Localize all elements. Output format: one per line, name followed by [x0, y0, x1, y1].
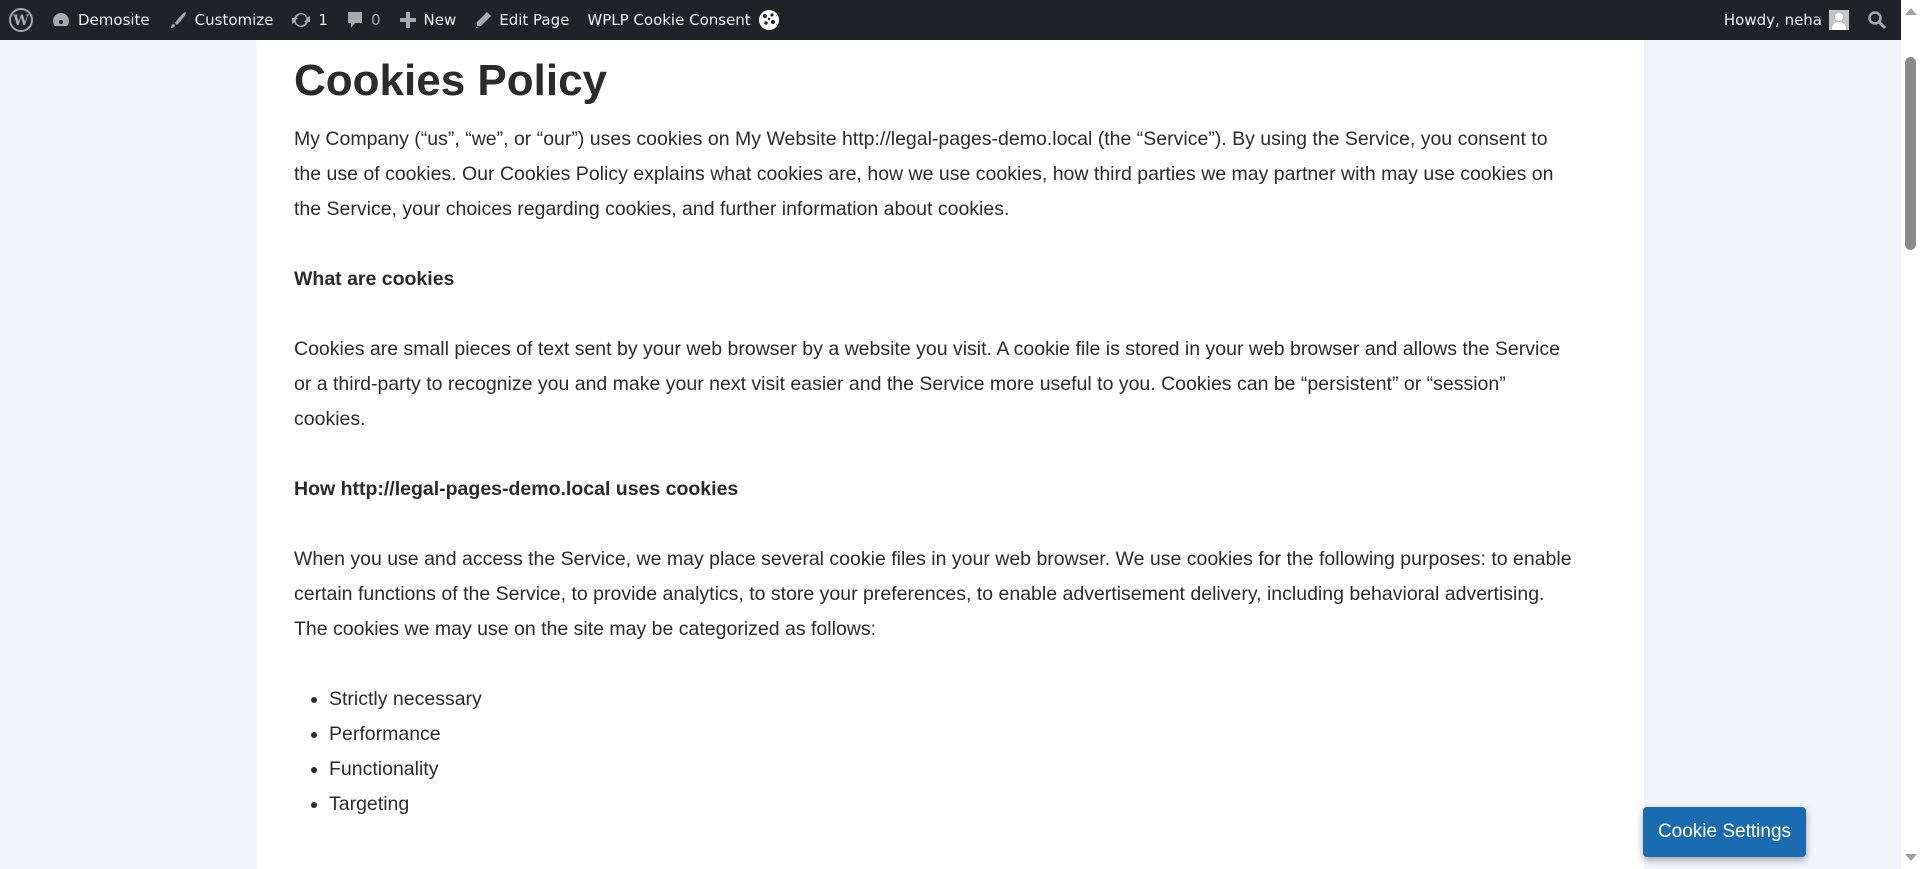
wordpress-logo-button[interactable] [0, 0, 42, 40]
howdy-label: Howdy, neha [1723, 11, 1822, 29]
text-line: or a third-party to recognize you and make your next visit easier and the Service more useful to you. Cookies can be “persistent” or “session” [294, 373, 1506, 395]
cookie-category-list [294, 682, 1634, 822]
edit-page-button[interactable] [465, 0, 578, 40]
usage-paragraph [294, 542, 1634, 647]
comment-icon [346, 10, 364, 30]
page-title: Cookies Policy [294, 56, 608, 105]
svg-text:W: W [13, 13, 29, 29]
brush-icon [168, 10, 188, 30]
list-item: • Strictly necessary [329, 682, 1634, 717]
updates-count: 1 [318, 11, 328, 29]
cookie-consent-label: WPLP Cookie Consent [587, 11, 751, 29]
plus-icon [399, 11, 417, 29]
updates-button[interactable] [282, 0, 337, 40]
text-line: certain functions of the Service, to provide analytics, to store your preferences, to enable advertisement delivery, including behavioral advertising. [294, 583, 1545, 605]
text-line: My Company (“us”, “we”, or “our”) uses cookies on My Website http://legal-pages-demo.local (the “Service”). By using the Service, you consent to [294, 128, 1548, 150]
cookie-settings-button[interactable]: Cookie Settings [1643, 807, 1806, 857]
text-line: When you use and access the Service, we may place several cookie files in your web browser. We use cookies for the following purposes: to enable [294, 548, 1572, 570]
comments-button[interactable] [337, 0, 390, 40]
admin-bar [0, 0, 1901, 40]
scrollbar-thumb[interactable] [1905, 57, 1916, 250]
new-label: New [423, 11, 457, 29]
avatar [1829, 10, 1849, 30]
text-line: the Service, your choices regarding cookies, and further information about cookies. [294, 198, 1010, 220]
site-name-menu[interactable] [42, 0, 159, 40]
intro-paragraph [294, 122, 1634, 227]
site-name: Demosite [78, 11, 150, 29]
cookies-paragraph [294, 332, 1634, 437]
search-button[interactable] [1858, 0, 1901, 40]
scroll-down-arrow-icon[interactable] [1905, 854, 1917, 861]
list-item: • Functionality [329, 752, 1634, 787]
updates-icon [291, 10, 311, 30]
text-line: the use of cookies. Our Cookies Policy explains what cookies are, how we use cookies, how third parties we may partner with may use cookies on [294, 163, 1554, 185]
list-item: • Performance [329, 717, 1634, 752]
pencil-icon [474, 11, 492, 29]
cookie-consent-menu[interactable] [578, 0, 788, 40]
new-content-button[interactable] [390, 0, 466, 40]
section-heading: What are cookies [294, 268, 455, 290]
cookie-icon [758, 9, 780, 31]
list-item: • Targeting [329, 787, 1634, 822]
section-heading: How http://legal-pages-demo.local uses cookies [294, 478, 739, 500]
edit-page-label: Edit Page [499, 11, 570, 29]
customize-button[interactable] [159, 0, 283, 40]
text-line: cookies. [294, 408, 366, 430]
scroll-up-arrow-icon[interactable] [1905, 8, 1917, 15]
scrollbar[interactable] [1901, 0, 1920, 869]
customize-label: Customize [194, 11, 274, 29]
text-line: Cookies are small pieces of text sent by your web browser by a website you visit. A cookie file is stored in your web browser and allows the Service [294, 338, 1560, 360]
wordpress-icon [9, 8, 33, 32]
my-account-menu[interactable] [1715, 0, 1858, 40]
page-content [257, 40, 1644, 869]
text-line: The cookies we may use on the site may be categorized as follows: [294, 618, 877, 640]
article [294, 40, 1634, 822]
comments-count: 0 [370, 11, 381, 29]
search-icon [1867, 10, 1887, 30]
dashboard-icon [51, 10, 71, 30]
